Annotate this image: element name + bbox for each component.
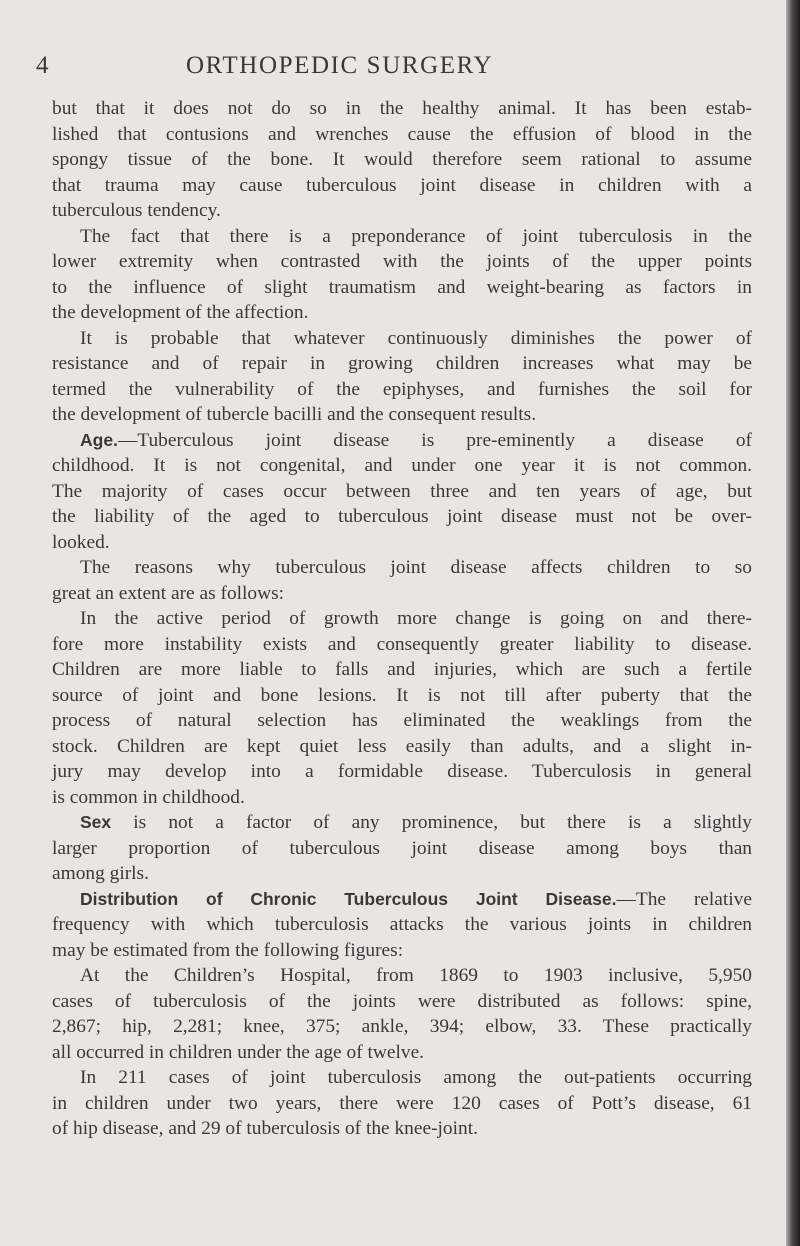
line-text: The fact that there is a preponderance of joint tuberculosis in the: [80, 225, 752, 247]
text-line: [52, 122, 752, 148]
text-line: [52, 326, 752, 352]
text-line: [52, 1065, 752, 1091]
text-line: [52, 887, 752, 913]
line-text: in children under two years, there were 120 cases of Pott’s disease, 61: [52, 1092, 752, 1114]
line-text: the development of the affection.: [52, 302, 309, 323]
text-line: [52, 428, 752, 454]
line-text: the development of tubercle bacilli and the consequent results.: [52, 404, 537, 425]
line-text: looked.: [52, 531, 110, 553]
line-text: termed the vulnerability of the epiphyses, and furnishes the soil for: [52, 378, 752, 400]
text-line: [52, 632, 752, 658]
line-text: —Tuberculous joint disease is pre-eminently a disease of: [117, 429, 752, 451]
line-text: resistance and of repair in growing children increases what may be: [52, 353, 752, 374]
line-text: but that it does not do so in the healthy animal. It has been estab-: [52, 98, 752, 119]
line-text: tuberculous tendency.: [52, 200, 221, 221]
text-line: [52, 147, 752, 173]
line-text: all occurred in children under the age of twelve.: [52, 1041, 425, 1063]
text-line: [52, 683, 752, 709]
text-line: [52, 989, 752, 1015]
text-line: [52, 453, 752, 479]
text-line: [52, 198, 752, 224]
text-line: [52, 861, 752, 887]
line-text: frequency with which tuberculosis attacks the various joints in children: [52, 914, 752, 935]
text-line: [52, 402, 752, 428]
text-line: [52, 275, 752, 301]
text-line: [52, 657, 752, 683]
text-line: [52, 249, 752, 275]
section-heading: Distribution of Chronic Tuberculous Joint Disease.: [80, 888, 617, 909]
text-line: [52, 810, 752, 836]
line-text: cases of tuberculosis of the joints were distributed as follows: spine,: [52, 990, 752, 1012]
line-text: In the active period of growth more change is going on and there-: [80, 608, 752, 629]
section-heading: Sex: [80, 812, 112, 832]
line-text: fore more instability exists and consequently greater liability to disease.: [52, 633, 752, 655]
line-text: 2,867; hip, 2,281; knee, 375; ankle, 394; elbow, 33. These practically: [52, 1016, 752, 1037]
text-line: [52, 912, 752, 938]
line-text: that trauma may cause tuberculous joint disease in children with a: [52, 174, 752, 196]
line-text: of hip disease, and 29 of tuberculosis of the knee-joint.: [52, 1118, 478, 1139]
page-number: 4: [36, 52, 49, 79]
text-line: [52, 1014, 752, 1040]
book-spine-edge: [786, 0, 800, 1246]
text-line: [52, 708, 752, 734]
text-line: [52, 938, 752, 964]
text-line: [52, 173, 752, 199]
text-line: [52, 1116, 752, 1142]
text-line: [52, 963, 752, 989]
text-line: [52, 530, 752, 556]
text-line: [52, 836, 752, 862]
line-text: source of joint and bone lesions. It is not till after puberty that the: [52, 684, 752, 706]
line-text: —The relative: [616, 888, 752, 910]
text-line: [52, 377, 752, 403]
line-text: jury may develop into a formidable disease. Tuberculosis in general: [52, 761, 752, 782]
line-text: At the Children’s Hospital, from 1869 to 1903 inclusive, 5,950: [80, 965, 752, 986]
line-text: process of natural selection has eliminated the weaklings from the: [52, 710, 752, 731]
text-line: [52, 1040, 752, 1066]
text-line: [52, 504, 752, 530]
text-line: [52, 479, 752, 505]
section-heading: Age.: [80, 429, 118, 450]
text-line: [52, 351, 752, 377]
text-line: [52, 96, 752, 122]
line-text: It is probable that whatever continuously diminishes the power of: [80, 327, 752, 349]
text-line: [52, 581, 752, 607]
line-text: great an extent are as follows:: [52, 582, 285, 604]
text-line: [52, 224, 752, 250]
line-text: among girls.: [52, 863, 149, 884]
line-text: stock. Children are kept quiet less easily than adults, and a slight in-: [52, 735, 752, 757]
line-text: the liability of the aged to tuberculous joint disease must not be over-: [52, 506, 752, 527]
line-text: to the influence of slight traumatism and weight-bearing as factors in: [52, 276, 752, 298]
line-text: In 211 cases of joint tuberculosis among the out-patients occurring: [80, 1067, 752, 1088]
text-line: [52, 555, 752, 581]
text-line: [52, 606, 752, 632]
line-text: may be estimated from the following figures:: [52, 939, 404, 961]
line-text: lower extremity when contrasted with the joints of the upper points: [52, 251, 752, 272]
line-text: Children are more liable to falls and injuries, which are such a fertile: [52, 659, 752, 680]
running-head: ORTHOPEDIC SURGERY: [186, 52, 494, 79]
line-text: is common in childhood.: [52, 786, 245, 808]
page-header: [0, 52, 800, 86]
line-text: lished that contusions and wrenches cause the effusion of blood in the: [52, 123, 752, 145]
line-text: is not a factor of any prominence, but there is a slightly: [111, 812, 752, 833]
text-line: [52, 785, 752, 811]
line-text: larger proportion of tuberculous joint disease among boys than: [52, 837, 752, 859]
body-text: [52, 96, 752, 1142]
text-line: [52, 300, 752, 326]
line-text: The reasons why tuberculous joint disease affects children to so: [80, 557, 752, 578]
text-line: [52, 1091, 752, 1117]
line-text: childhood. It is not congenital, and under one year it is not common.: [52, 455, 752, 476]
text-line: [52, 734, 752, 760]
line-text: The majority of cases occur between three and ten years of age, but: [52, 480, 752, 502]
line-text: spongy tissue of the bone. It would therefore seem rational to assume: [52, 149, 752, 170]
text-line: [52, 759, 752, 785]
